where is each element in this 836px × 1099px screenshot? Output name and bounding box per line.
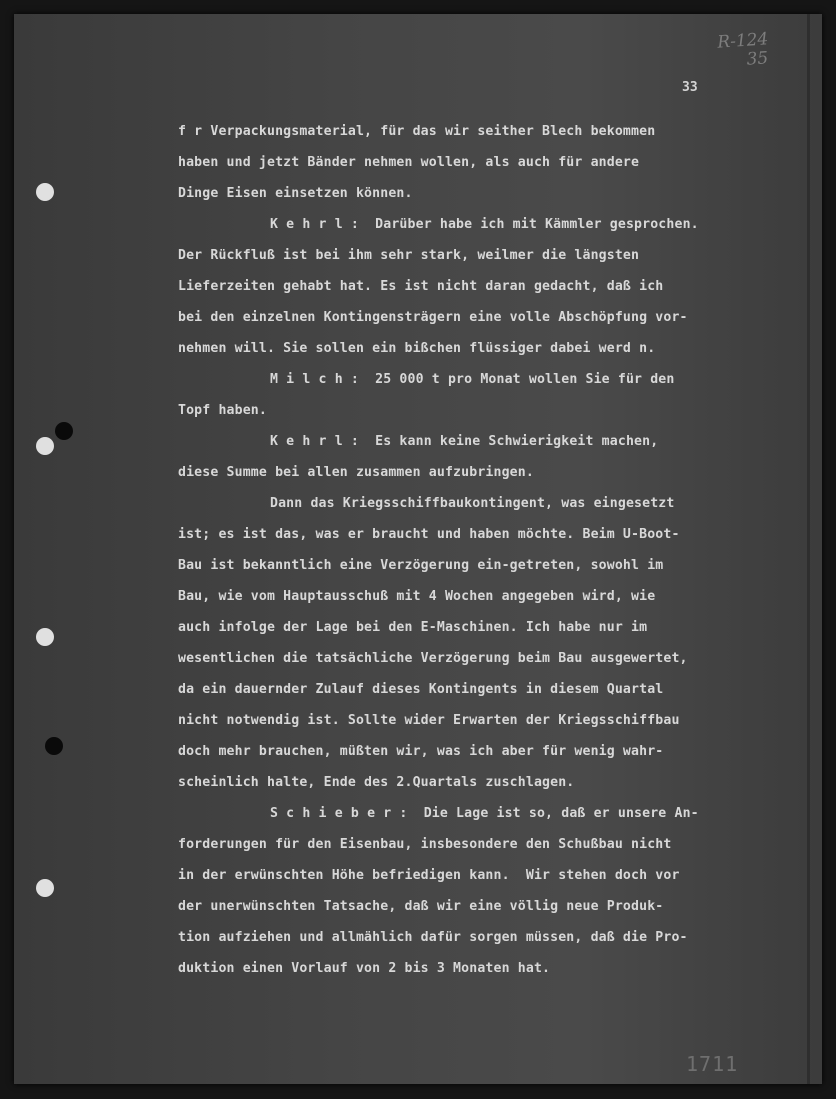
punch-hole [36, 183, 54, 201]
punch-hole [36, 437, 54, 455]
document-body [178, 116, 758, 984]
text-line: K e h r l : Es kann keine Schwierigkeit machen, [270, 434, 659, 449]
text-line: wesentlichen die tatsächliche Verzögerung beim Bau ausgewertet, [178, 651, 688, 666]
punch-hole [36, 628, 54, 646]
text-line: duktion einen Vorlauf von 2 bis 3 Monaten hat. [178, 961, 551, 976]
text-line: S c h i e b e r : Die Lage ist so, daß er unsere An- [270, 806, 699, 821]
text-line: da ein dauernder Zulauf dieses Kontingents in diesem Quartal [178, 682, 664, 697]
text-line: nehmen will. Sie sollen ein bißchen flüssiger dabei werd n. [178, 341, 656, 356]
text-line: der unerwünschten Tatsache, daß wir eine völlig neue Produk- [178, 899, 664, 914]
footer-number: 1711 [686, 1052, 739, 1076]
text-line: Topf haben. [178, 403, 267, 418]
text-line: haben und jetzt Bänder nehmen wollen, als auch für andere [178, 155, 640, 170]
archive-stamp-number: 35 [745, 48, 769, 70]
text-line: forderungen für den Eisenbau, insbesondere den Schußbau nicht [178, 837, 672, 852]
punch-hole [45, 737, 63, 755]
text-line: Dinge Eisen einsetzen können. [178, 186, 413, 201]
text-line: Bau ist bekanntlich eine Verzögerung ein-getreten, sowohl im [178, 558, 664, 573]
punch-hole [36, 879, 54, 897]
page-number: 33 [682, 80, 698, 95]
text-line: Der Rückfluß ist bei ihm sehr stark, weilmer die längsten [178, 248, 640, 263]
text-line: f r Verpackungsmaterial, für das wir seither Blech bekommen [178, 124, 656, 139]
archive-stamp [717, 30, 771, 71]
punch-hole [55, 422, 73, 440]
text-line: bei den einzelnen Kontingensträgern eine volle Abschöpfung vor- [178, 310, 688, 325]
text-line: ist; es ist das, was er braucht und haben möchte. Beim U-Boot- [178, 527, 680, 542]
text-line: tion aufziehen und allmählich dafür sorgen müssen, daß die Pro- [178, 930, 688, 945]
text-line: Bau, wie vom Hauptausschuß mit 4 Wochen angegeben wird, wie [178, 589, 656, 604]
text-line: diese Summe bei allen zusammen aufzubringen. [178, 465, 534, 480]
text-line: in der erwünschten Höhe befriedigen kann. Wir stehen doch vor [178, 868, 680, 883]
archive-stamp-code: R-124 [716, 29, 769, 53]
text-line: K e h r l : Darüber habe ich mit Kämmler gesprochen. [270, 217, 699, 232]
text-line: Dann das Kriegsschiffbaukontingent, was eingesetzt [270, 496, 675, 511]
text-line: M i l c h : 25 000 t pro Monat wollen Sie für den [270, 372, 675, 387]
text-line: scheinlich halte, Ende des 2.Quartals zuschlagen. [178, 775, 575, 790]
text-line: auch infolge der Lage bei den E-Maschinen. Ich habe nur im [178, 620, 648, 635]
text-line: Lieferzeiten gehabt hat. Es ist nicht daran gedacht, daß ich [178, 279, 664, 294]
text-line: doch mehr brauchen, müßten wir, was ich aber für wenig wahr- [178, 744, 664, 759]
text-line: nicht notwendig ist. Sollte wider Erwarten der Kriegsschiffbau [178, 713, 680, 728]
